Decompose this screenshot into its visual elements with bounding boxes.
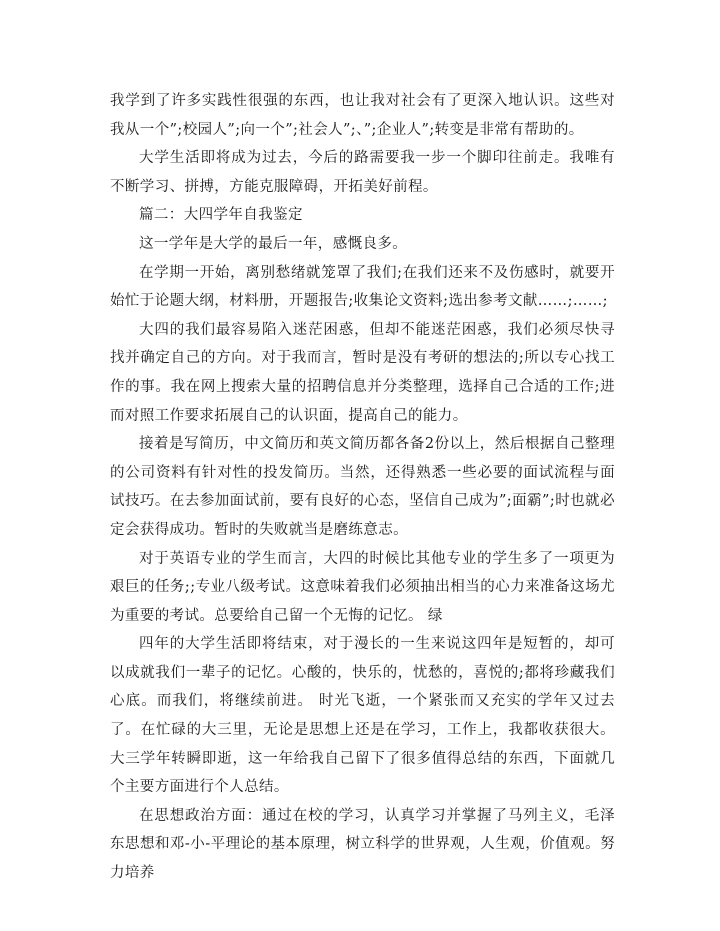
paragraph: 在学期一开始，离别愁绪就笼罩了我们;在我们还来不及伤感时，就要开始忙于论题大纲，材料册，开题报告;收集论文资料;选出参考文献……;……; [110,264,615,310]
paragraph: 这一学年是大学的最后一年，感慨良多。 [139,235,408,252]
paragraph: 大学生活即将成为过去，今后的路需要我一步一个脚印往前走。我唯有不断学习、拼搏，方能克服障碍，开拓美好前程。 [110,150,615,195]
paragraph: 对于英语专业的学生而言，大四的时候比其他专业的学生多了一项更为艰巨的任务;;专业八级考试。这意味着我们必须抽出相当的心力来准备这场尤为重要的考试。总要给自己留一个无悔的记忆。 绿 [110,550,615,624]
paragraph: 大四的我们最容易陷入迷茫困惑，但却不能迷茫困惑，我们必须尽快寻找并确定自己的方向。对于我而言，暂时是没有考研的想法的;所以专心找工作的事。我在网上搜索大量的招聘信息并分类整理，选择自己合适的工作;进而对照工作要求拓展自己的认识面，提高自己的能力。 [110,321,615,424]
paragraph: 我学到了许多实践性很强的东西，也让我对社会有了更深入地认识。这些对我从一个”;校园人”;向一个”;社会人”;、”;企业人”;转变是非常有帮助的。 [110,93,615,138]
paragraph: 四年的大学生活即将结束，对于漫长的一生来说这四年是短暂的，却可以成就我们一辈子的记忆。心酸的，快乐的，忧愁的，喜悦的;都将珍藏我们心底。而我们，将继续前进。 时光飞逝，一个紧张而又充实的学年又过去了。在忙碌的大三里，无论是思想上还是在学习，工作上，我都收获很大。 大三学年转瞬即逝，这一年给我自己留下了很多值得总结的东西，下面就几个主要方面进行个人总结。 [110,636,615,796]
paragraph: 在思想政治方面：通过在校的学习，认真学习并掌握了马列主义，毛泽东思想和邓-小-平理论的基本原理，树立科学的世界观，人生观，价值观。努力培养 [110,807,615,882]
section-heading: 篇二：大四学年自我鉴定 [139,207,303,224]
document-body [110,87,615,888]
paragraph: 接着是写简历，中文简历和英文简历都各备2份以上，然后根据自己整理的公司资料有针对性的投发简历。当然，还得熟悉一些必要的面试流程与面试技巧。在去参加面试前，要有良好的心态，坚信自己成为”;面霸”;时也就必定会获得成功。暂时的失败就当是磨练意志。 [110,436,615,538]
